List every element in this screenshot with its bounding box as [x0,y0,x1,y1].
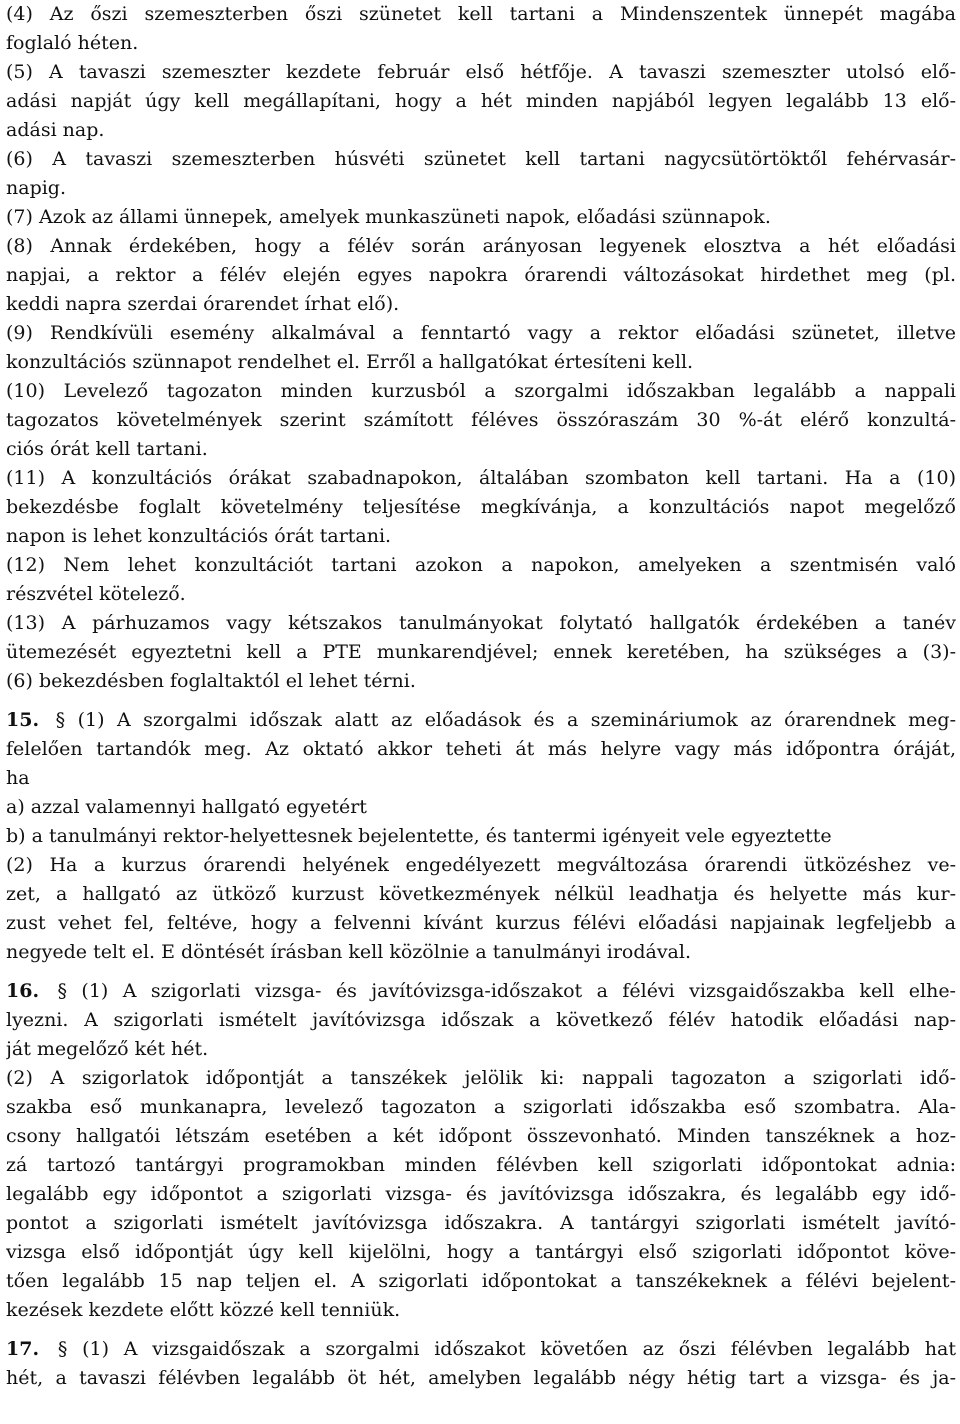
text-line: részvétel kötelező. [6,583,186,605]
section-symbol: § [55,709,66,731]
text-line: zá tartozó tantárgyi programokban minden félévben kell szigorlati időpontokat adnia: [6,1154,956,1176]
text-line: ját megelőző két hét. [6,1038,209,1060]
text-line: tően legalább 15 nap teljen el. A szigorlati időpontokat a tanszékeknek a félévi bejelent- [6,1270,956,1292]
text-line: kezések kezdete előtt közzé kell tenniük. [6,1299,401,1321]
paragraph [6,377,956,464]
text-line: (4) Az őszi szemeszterben őszi szünetet kell tartani a Mindenszentek ünnepét magába [6,3,956,25]
text-line: (12) Nem lehet konzultációt tartani azokon a napokon, amelyeken a szentmisén való [6,554,956,576]
text-line: (10) Levelező tagozaton minden kurzusból a szorgalmi időszakban legalább a nappali [6,380,956,402]
text-line: adási nap. [6,119,105,141]
section [6,706,956,967]
paragraph [6,58,956,145]
section [6,977,956,1325]
section-number: 17. [6,1338,40,1360]
text-line: (6) bekezdésben foglaltaktól el lehet térni. [6,670,416,692]
text-line: napig. [6,177,67,199]
paragraph [6,464,956,551]
text-line: foglaló héten. [6,32,139,54]
section-first-text: (1) A vizsgaidőszak a szorgalmi időszakot követően az őszi félévben legalább hat [82,1338,956,1360]
text-line: keddi napra szerdai órarendet írhat elő). [6,293,400,315]
paragraph-list [6,0,956,696]
text-line: pontot a szigorlati ismételt javítóvizsga időszakra. A tantárgyi szigorlati ismételt javító- [6,1212,956,1234]
section [6,1335,956,1393]
text-line: konzultációs szünnapot rendelhet el. Erről a hallgatókat értesíteni kell. [6,351,694,373]
section-gap [6,967,956,977]
section-number: 16. [6,980,40,1002]
text-line: zet, a hallgató az ütköző kurzust következmények nélkül leadhatja és helyette más kur- [6,883,956,905]
paragraph [6,551,956,609]
text-line: legalább egy időpontot a szigorlati vizsga- és javítóvizsga időszakra, és legalább egy idő- [6,1183,956,1205]
text-line: (2) A szigorlatok időpontját a tanszékek jelölik ki: nappali tagozaton a szigorlati idő- [6,1067,956,1089]
text-line: (7) Azok az állami ünnepek, amelyek munkaszüneti napok, előadási szünnapok. [6,206,771,228]
text-line: napjai, a rektor a félév elején egyes napokra órarendi változásokat hirdethet meg (pl. [6,264,956,286]
section-first-text: (1) A szigorlati vizsga- és javítóvizsga-időszakot a félévi vizsgaidőszakba kell elhe- [81,980,956,1002]
text-line: adási napját úgy kell megállapítani, hogy a hét minden napjából legyen legalább 13 elő- [6,90,956,112]
section-gap [6,1325,956,1335]
section-symbol: § [57,980,67,1002]
text-line: hét, a tavaszi félévben legalább öt hét, amelyben legalább négy hétig tart a vizsga- és ja- [6,1367,956,1389]
text-line: (5) A tavaszi szemeszter kezdete február első hétfője. A tavaszi szemeszter utolsó elő- [6,61,956,83]
text-line: b) a tanulmányi rektor-helyettesnek bejelentette, és tantermi igényeit vele egyeztette [6,825,832,847]
section-number: 15. [6,709,40,731]
section-gap [6,696,956,706]
text-line: (8) Annak érdekében, hogy a félév során arányosan legyenek elosztva a hét előadási [6,235,956,257]
text-line: szakba eső munkanapra, levelező tagozaton a szigorlati időszakba eső szombatra. Ala- [6,1096,956,1118]
section-first-text: (1) A szorgalmi időszak alatt az előadások és a szemináriumok az órarendnek meg- [77,709,956,731]
paragraph [6,0,956,58]
section-heading-line [6,977,956,1006]
text-line: lyezni. A szigorlati ismételt javítóvizsga időszak a következő félév hatodik előadási nap- [6,1009,956,1031]
text-line: napon is lehet konzultációs órát tartani. [6,525,392,547]
text-line: ciós órát kell tartani. [6,438,208,460]
text-line: (13) A párhuzamos vagy kétszakos tanulmányokat folytató hallgatók érdekében a tanév [6,612,956,634]
section-list [6,696,956,1393]
section-heading-line [6,706,956,735]
section-heading-line [6,1335,956,1364]
text-line: csony hallgatói létszám esetében a két időpont összevonható. Minden tanszéknek a hoz- [6,1125,956,1147]
text-line: zust vehet fel, feltéve, hogy a felvenni kívánt kurzus félévi előadási napjainak legfeljebb a [6,912,956,934]
text-line: (11) A konzultációs órákat szabadnapokon, általában szombaton kell tartani. Ha a (10) [6,467,956,489]
text-line: a) azzal valamennyi hallgató egyetért [6,796,367,818]
text-line: vizsga első időpontját úgy kell kijelölni, hogy a tantárgyi első szigorlati időpontot köve- [6,1241,956,1263]
text-line: tagozatos követelmények szerint számított féléves összóraszám 30 %-át elérő konzultá- [6,409,956,431]
text-line: (9) Rendkívüli esemény alkalmával a fenntartó vagy a rektor előadási szünetet, illetve [6,322,956,344]
paragraph [6,203,956,232]
text-line: ütemezését egyeztetni kell a PTE munkarendjével; ennek keretében, ha szükséges a (3)- [6,641,956,663]
text-line: (6) A tavaszi szemeszterben húsvéti szünetet kell tartani nagycsütörtöktől fehérvasár- [6,148,956,170]
paragraph [6,232,956,319]
paragraph [6,319,956,377]
text-line: ha [6,767,30,789]
paragraph [6,609,956,696]
document-page [6,0,956,1393]
text-line: (2) Ha a kurzus órarendi helyének engedélyezett megváltozása órarendi ütközéshez ve- [6,854,956,876]
text-line: bekezdésbe foglalt követelmény teljesítése megkívánja, a konzultációs napot megelőző [6,496,956,518]
text-line: felelően tartandók meg. Az oktató akkor teheti át más helyre vagy más időpontra óráját, [6,738,956,760]
text-line: negyede telt el. E döntését írásban kell közölnie a tanulmányi irodával. [6,941,692,963]
paragraph [6,145,956,203]
section-symbol: § [57,1338,68,1360]
